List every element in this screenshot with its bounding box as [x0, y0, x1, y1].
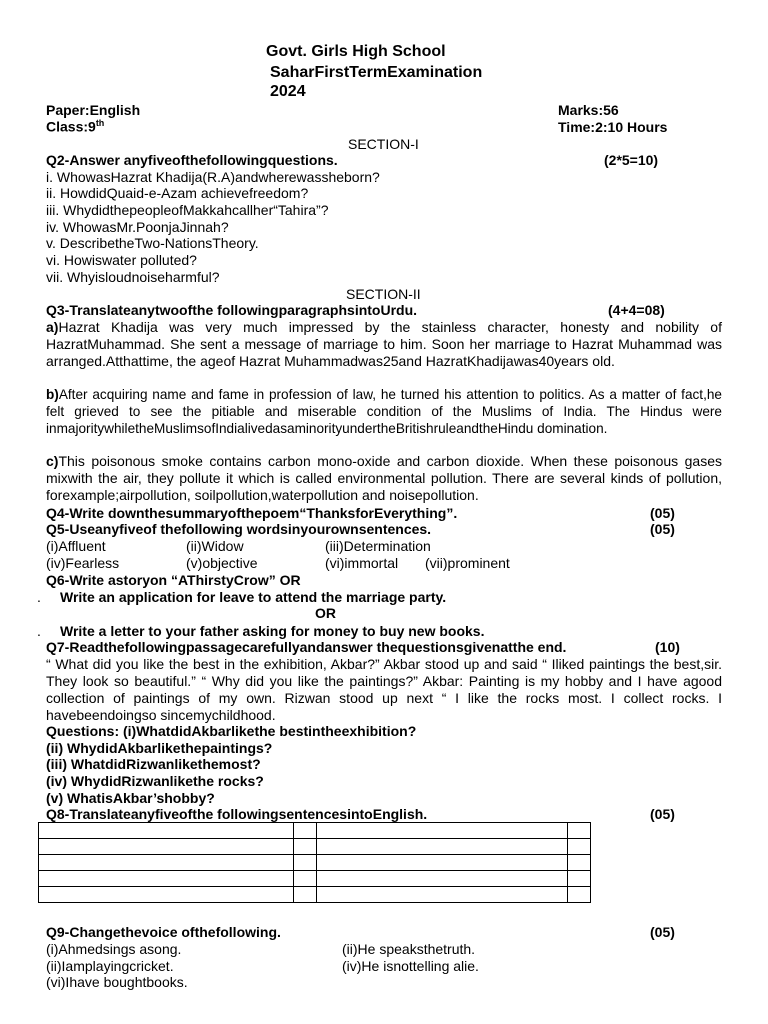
- q5-marks: (05): [650, 521, 675, 537]
- q3-heading: Q3-Translateanytwoofthe followingparagraphsintoUrdu.: [46, 302, 418, 318]
- school-name: Govt. Girls High School: [266, 43, 446, 60]
- q6-option-1: Write an application for leave to attend the marriage party.: [60, 589, 447, 605]
- q8-translation-table: [38, 822, 591, 903]
- section-1-title: SECTION-I: [348, 136, 419, 152]
- q5-word: (iii)Determination: [325, 538, 431, 554]
- bullet: .: [37, 623, 41, 639]
- marks-label: Marks:56: [558, 102, 619, 118]
- bullet: .: [37, 589, 41, 605]
- q7-question: (ii) WhydidAkbarlikethepaintings?: [46, 740, 273, 756]
- q2-item: vii. Whyisloudnoiseharmful?: [46, 269, 220, 285]
- q5-word: (iv)Fearless: [46, 555, 120, 571]
- q7-question: (v) WhatisAkbar’shobby?: [46, 790, 215, 806]
- q5-word: (i)Affluent: [46, 538, 106, 554]
- table-row: [39, 855, 591, 871]
- q5-word: (vi)immortal: [325, 555, 399, 571]
- q7-question: (iv) WhydidRizwanlikethe rocks?: [46, 773, 264, 789]
- q2-marks: (2*5=10): [604, 152, 659, 168]
- exam-year: 2024: [270, 83, 306, 100]
- q9-sentence: (ii)Iamplayingcricket.: [46, 958, 174, 974]
- q8-marks: (05): [650, 806, 675, 822]
- class-label: Class:9th: [46, 118, 105, 135]
- q3-paragraph-a: a)Hazrat Khadija was very much impressed by the stainless character, honesty and nobility of HazratMuhammad. She sent a message of marriage to him. Soon her marriage to Hazrat Muhammad was arranged.Atthattime, the ageof Hazrat Muhammadwas25and HazratKhadijawas40years old.: [46, 319, 722, 369]
- q6-or: OR: [315, 605, 336, 621]
- q5-word: (ii)Widow: [186, 538, 244, 554]
- q2-item: ii. HowdidQuaid-e-Azam achievefreedom?: [46, 185, 309, 201]
- q9-marks: (05): [650, 924, 675, 940]
- q6-heading: Q6-Write astoryon “AThirstyCrow” OR: [46, 572, 301, 588]
- q5-heading: Q5-Useanyfiveof thefollowing wordsinyourownsentences.: [46, 521, 432, 537]
- q4-heading: Q4-Write downthesummaryofthepoem“ThanksforEverything”.: [46, 505, 458, 521]
- q5-word: (vii)prominent: [425, 555, 510, 571]
- q2-item: v. DescribetheTwo-NationsTheory.: [46, 235, 259, 251]
- q3-paragraph-b: b)After acquiring name and fame in profession of law, he turned his attention to politics. As a matter of fact,he felt grieved to see the pitiable and miserable condition of the Muslims of India. The Hindus were inmajoritywhiletheMuslimsofIndialivedasaminorityundertheBritishruleandtheHindu domination.: [46, 387, 722, 436]
- q3-marks: (4+4=08): [608, 302, 665, 318]
- q2-heading: Q2-Answer anyfiveofthefollowingquestions.: [46, 152, 338, 168]
- q9-sentence: (vi)Ihave boughtbooks.: [46, 974, 188, 990]
- q2-item: iii. WhydidthepeopleofMakkahcallher“Tahira”?: [46, 202, 329, 218]
- q5-word: (v)objective: [186, 555, 258, 571]
- section-2-title: SECTION-II: [346, 286, 421, 302]
- table-row: [39, 887, 591, 903]
- q2-item: i. WhowasHazrat Khadija(R.A)andwherewassheborn?: [46, 169, 380, 185]
- q7-question: (iii) WhatdidRizwanlikethemost?: [46, 756, 261, 772]
- q7-marks: (10): [655, 639, 680, 655]
- table-row: [39, 839, 591, 855]
- table-row: [39, 871, 591, 887]
- q6-option-2: Write a letter to your father asking for money to buy new books.: [60, 623, 485, 639]
- q4-marks: (05): [650, 505, 675, 521]
- time-label: Time:2:10 Hours: [558, 119, 668, 135]
- paper-label: Paper:English: [46, 102, 141, 118]
- q2-item: iv. WhowasMr.PoonjaJinnah?: [46, 219, 229, 235]
- q7-passage: “ What did you like the best in the exhibition, Akbar?” Akbar stood up and said “ Iliked paintings the best,sir. They look so beautiful.” “ Why did you like the paintings?” Akbar: Painting is my hobby and I have agood collection of paintings of my own. Rizwan stood up next “ I like the rocks most. I collect rocks. I havebeendoingso sincemychildhood.: [46, 656, 722, 723]
- q2-item: vi. Howiswater polluted?: [46, 252, 197, 268]
- q9-heading: Q9-Changethevoice ofthefollowing.: [46, 924, 281, 940]
- q3-paragraph-c: c)This poisonous smoke contains carbon mono-oxide and carbon dioxide. When these poisonous gases mixwith the air, they pollute it which is called environmental pollution. There are several kinds of pollution, forexample;airpollution, soilpollution,waterpollution and noisepollution.: [46, 453, 722, 503]
- q9-sentence: (iv)He isnottelling alie.: [342, 958, 479, 974]
- q9-sentence: (ii)He speaksthetruth.: [342, 941, 476, 957]
- q8-heading: Q8-Translateanyfiveofthe followingsentencesintoEnglish.: [46, 806, 428, 822]
- q7-heading: Q7-Readthefollowingpassagecarefullyandanswer thequestionsgivenatthe end.: [46, 639, 567, 655]
- table-row: [39, 823, 591, 839]
- q9-sentence: (i)Ahmedsings asong.: [46, 941, 182, 957]
- exam-name: SaharFirstTermExamination: [270, 64, 483, 81]
- q7-question: Questions: (i)WhatdidAkbarlikethe bestintheexhibition?: [46, 723, 417, 739]
